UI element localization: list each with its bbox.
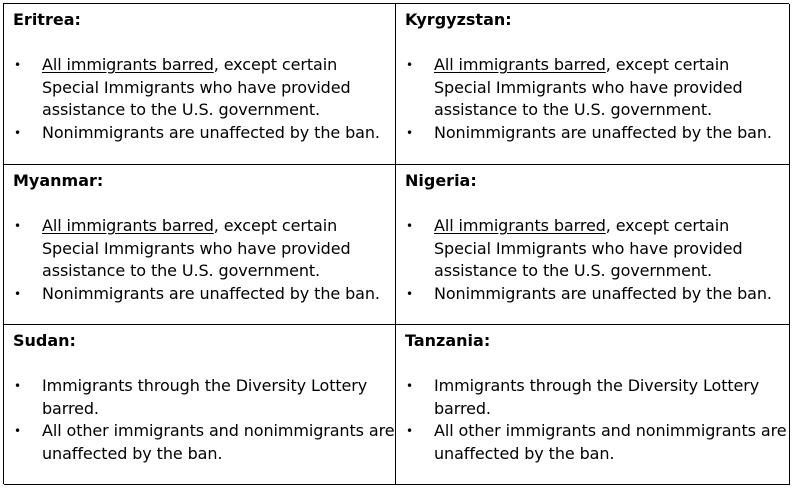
- country-name: Eritrea:: [13, 10, 81, 29]
- bullet-icon: •: [14, 286, 21, 301]
- restriction-text: Nonimmigrants are unaffected by the ban.: [42, 122, 380, 142]
- country-cell-eritrea: [4, 4, 396, 165]
- restriction-list: [405, 375, 789, 465]
- restriction-list: [405, 54, 789, 144]
- country-restrictions-table: [3, 3, 789, 484]
- restriction-text: , except certain Special Immigrants who have provided assistance to the U.S. government.: [434, 55, 743, 119]
- restriction-item: [13, 283, 395, 306]
- restriction-text: , except certain Special Immigrants who have provided assistance to the U.S. government.: [42, 216, 351, 280]
- restriction-item: [405, 420, 789, 465]
- restriction-text: , except certain Special Immigrants who have provided assistance to the U.S. government.: [434, 216, 743, 280]
- country-name: Sudan:: [13, 331, 76, 350]
- restriction-item: [405, 375, 789, 420]
- restriction-list: [13, 215, 395, 305]
- restriction-text: All other immigrants and nonimmigrants are unaffected by the ban.: [42, 421, 395, 463]
- bullet-icon: •: [14, 125, 21, 140]
- country-cell-kyrgyzstan: [396, 4, 790, 165]
- country-name: Tanzania:: [405, 331, 491, 350]
- country-cell-nigeria: [396, 165, 790, 325]
- country-cell-tanzania: [396, 325, 790, 485]
- country-name: Myanmar:: [13, 171, 104, 190]
- restriction-text: Nonimmigrants are unaffected by the ban.: [434, 122, 772, 142]
- bullet-icon: •: [14, 58, 21, 72]
- restriction-item: [13, 122, 395, 145]
- restriction-emphasis: All immigrants barred: [434, 55, 606, 74]
- restriction-item: [13, 54, 395, 122]
- bullet-icon: •: [406, 219, 413, 233]
- restriction-emphasis: All immigrants barred: [42, 55, 214, 74]
- bullet-icon: •: [406, 125, 413, 140]
- restriction-list: [405, 215, 789, 305]
- restriction-text: , except certain Special Immigrants who have provided assistance to the U.S. government.: [42, 55, 351, 119]
- restriction-list: [13, 54, 395, 144]
- country-cell-sudan: [4, 325, 396, 485]
- restriction-text: Immigrants through the Diversity Lottery barred.: [434, 376, 760, 418]
- country-name: Nigeria:: [405, 171, 477, 190]
- restriction-item: [405, 283, 789, 306]
- bullet-icon: •: [406, 286, 413, 301]
- country-cell-myanmar: [4, 165, 396, 325]
- bullet-icon: •: [14, 219, 21, 233]
- restriction-item: [13, 215, 395, 283]
- restriction-text: All other immigrants and nonimmigrants are unaffected by the ban.: [434, 421, 787, 463]
- bullet-icon: •: [14, 424, 21, 438]
- restriction-item: [13, 420, 395, 465]
- restriction-item: [405, 54, 789, 122]
- restriction-item: [405, 122, 789, 145]
- country-name: Kyrgyzstan:: [405, 10, 512, 29]
- restriction-item: [13, 375, 395, 420]
- restriction-text: Immigrants through the Diversity Lottery barred.: [42, 376, 368, 418]
- bullet-icon: •: [406, 379, 413, 393]
- bullet-icon: •: [14, 379, 21, 393]
- restriction-item: [405, 215, 789, 283]
- restriction-emphasis: All immigrants barred: [434, 216, 606, 235]
- restriction-list: [13, 375, 395, 465]
- bullet-icon: •: [406, 58, 413, 72]
- bullet-icon: •: [406, 424, 413, 438]
- restriction-text: Nonimmigrants are unaffected by the ban.: [42, 283, 380, 303]
- restriction-emphasis: All immigrants barred: [42, 216, 214, 235]
- restriction-text: Nonimmigrants are unaffected by the ban.: [434, 283, 772, 303]
